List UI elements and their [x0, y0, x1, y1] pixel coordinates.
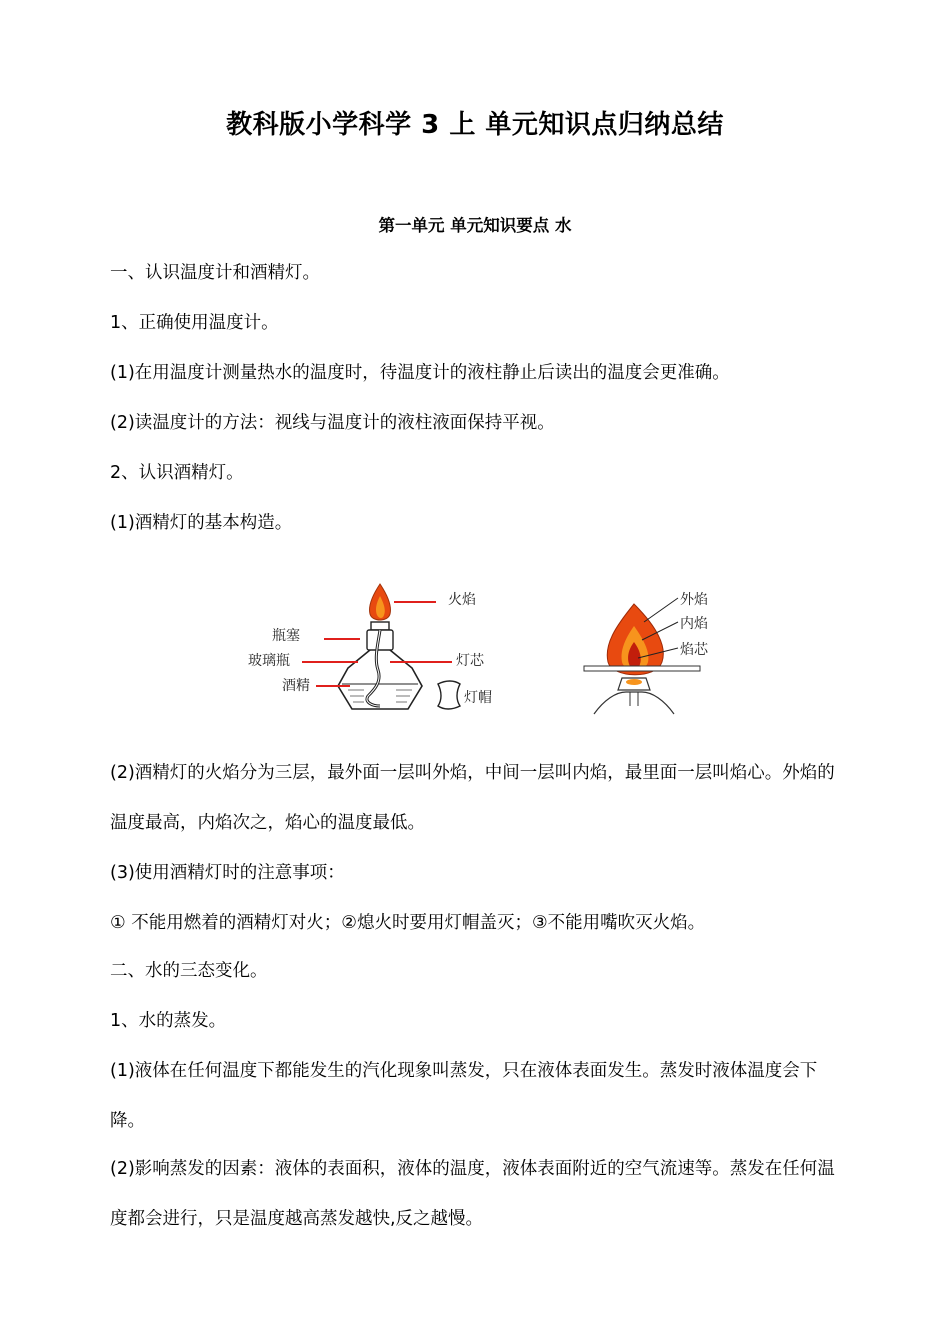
paragraph: (1)液体在任何温度下都能发生的汽化现象叫蒸发，只在液体表面发生。蒸发时液体温度会下降。 — [110, 1061, 818, 1131]
paragraph: (1)酒精灯的基本构造。 — [110, 513, 293, 533]
paragraph: (2)读温度计的方法：视线与温度计的液柱液面保持平视。 — [110, 413, 555, 433]
alcohol-lamp-diagram — [240, 574, 510, 724]
burner-wick — [626, 679, 642, 685]
label-cap: 灯帽 — [464, 690, 492, 706]
paragraph: ① 不能用燃着的酒精灯对火；②熄火时要用灯帽盖灭；③不能用嘴吹灭火焰。 — [110, 913, 706, 933]
label-flame-core: 焰芯 — [680, 642, 708, 658]
paragraph: (2)影响蒸发的因素：液体的表面积，液体的温度，液体表面附近的空气流速等。蒸发在任何温度都会进行，只是温度越高蒸发越快,反之越慢。 — [110, 1159, 835, 1229]
paragraph: (2)酒精灯的火焰分为三层，最外面一层叫外焰，中间一层叫内焰，最里面一层叫焰心。外焰的温度最高，内焰次之，焰心的温度最低。 — [110, 763, 835, 833]
subsection-heading: 1、水的蒸发。 — [110, 1011, 227, 1031]
lamp-cap — [438, 681, 460, 709]
label-flame: 火焰 — [448, 592, 476, 608]
paragraph: (3)使用酒精灯时的注意事项： — [110, 863, 345, 883]
paragraph: (1)在用温度计测量热水的温度时，待温度计的液柱静止后读出的温度会更准确。 — [110, 363, 730, 383]
label-inner-flame: 内焰 — [680, 616, 708, 632]
section-heading: 二、水的三态变化。 — [110, 961, 268, 981]
label-stopper: 瓶塞 — [272, 628, 300, 644]
section-heading: 一、认识温度计和酒精灯。 — [110, 263, 320, 283]
test-rod — [584, 666, 700, 671]
outer-flame-pointer — [644, 598, 678, 622]
flame-layers-diagram — [580, 582, 730, 722]
label-wick: 灯芯 — [456, 653, 484, 669]
wick-holder — [371, 622, 389, 630]
document-title: 教科版小学科学 3 上 单元知识点归纳总结 — [226, 110, 724, 140]
unit-title: 第一单元 单元知识要点 水 — [378, 216, 572, 235]
subsection-heading: 2、认识酒精灯。 — [110, 463, 244, 483]
burner-body — [594, 692, 674, 714]
label-outer-flame: 外焰 — [680, 592, 708, 608]
alcohol-liquid — [348, 690, 412, 702]
label-glass-bottle: 玻璃瓶 — [248, 653, 290, 669]
label-alcohol: 酒精 — [282, 678, 310, 694]
subsection-heading: 1、正确使用温度计。 — [110, 313, 279, 333]
